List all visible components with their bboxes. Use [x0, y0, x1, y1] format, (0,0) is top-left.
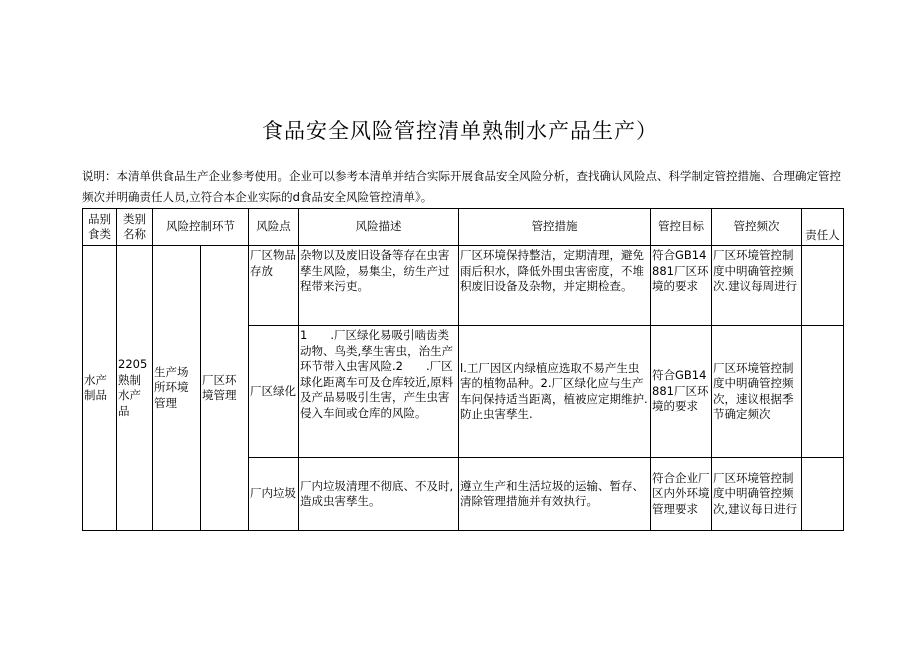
risk-desc-cell: 1 .厂区绿化易吸引啮齿类动物、鸟类,孳生害虫，治生产环节带入虫害风险.2 .厂区球化距离车可及仓库较近,原料及产品易吸引生害，产生虫害侵入车间或仓库的风险。: [299, 326, 459, 458]
header-responsible: 责任人: [802, 209, 844, 246]
target-cell: 符合企业厂区内外环境管理要求: [651, 458, 712, 531]
header-food-category: 品别食类: [83, 209, 117, 246]
control-substage-cell: 厂区环境管理: [201, 246, 249, 531]
header-risk-point: 风险点: [249, 209, 299, 246]
risk-point-cell: 厂内垃圾: [249, 458, 299, 531]
responsible-cell: [802, 246, 844, 326]
risk-control-table: [82, 208, 844, 531]
header-measures: 管控措施: [459, 209, 651, 246]
table-row: [83, 246, 844, 326]
food-category-cell: 水产制品: [83, 246, 117, 531]
document-note: 说明：本清单供食品生产企业参考使用。企业可以参考本清单并结合实际开展食品安全风险分析，查找确认风险点、科学制定管控措施、合理确定管控频次并明确责任人员,立符合本企业实际的d食品安全风险管控清单》。: [82, 169, 841, 204]
frequency-cell: 厂区环境管控制度中明确管控频次.建议每周进行: [712, 246, 802, 326]
header-frequency: 管控频次: [712, 209, 802, 246]
table-header-row: [83, 209, 844, 246]
risk-desc-cell: 杂物以及废旧设备等存在虫害孳生风险，易集尘，纺生产过程带来污吏。: [299, 246, 459, 326]
risk-point-cell: 厂区物品存放: [249, 246, 299, 326]
responsible-cell: [802, 458, 844, 531]
header-risk-desc: 风险描述: [299, 209, 459, 246]
frequency-cell: 厂区环境管控制度中明确管控频次,建议每日进行: [712, 458, 802, 531]
header-control-stage: 风险控制环节: [153, 209, 249, 246]
frequency-cell: 厂区环境管控制度中明确管控频次，速议根据季节确定频次: [712, 326, 802, 458]
control-stage-cell: 生产场所环境管理: [153, 246, 201, 531]
risk-desc-cell: 厂内垃圾清理不彻底、不及时,造成虫害孳生。: [299, 458, 459, 531]
target-cell: 符合GB14881厂区环境的要求: [651, 326, 712, 458]
measures-cell: l.工厂因区内绿植应选取不易产生虫害的植物品种。2.厂区绿化应与生产车问保持适当距离，植被应定期维护.防止虫害孳生.: [459, 326, 651, 458]
header-category-name: 类别名称: [117, 209, 153, 246]
header-target: 管控目标: [651, 209, 712, 246]
measures-cell: 厂区环境保持整洁，定期清理，避免雨后积水，降低外围虫害密度，不堆积废旧设备及杂物，并定期检查。: [459, 246, 651, 326]
category-name-cell: 2205熟制水产品: [117, 246, 153, 531]
document-title: 食品安全风险管控清单熟制水产品生产）: [262, 119, 658, 143]
target-cell: 符合GB14881厂区环境的要求: [651, 246, 712, 326]
risk-point-cell: 厂区绿化: [249, 326, 299, 458]
responsible-cell: [802, 326, 844, 458]
measures-cell: 遵立生产和生活垃圾的运输、暂存、清除管理措施并有效执行。: [459, 458, 651, 531]
